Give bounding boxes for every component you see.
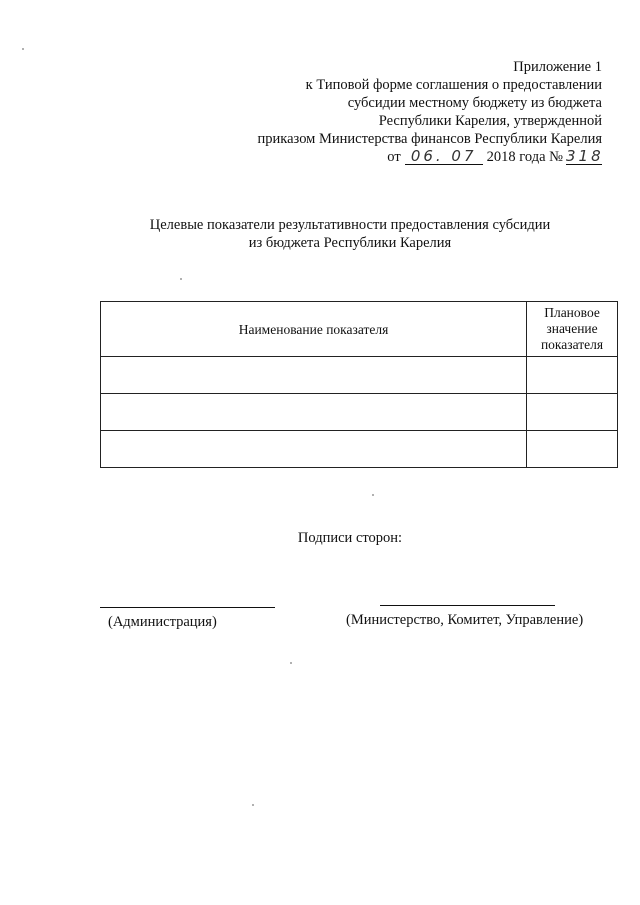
appendix-line: приказом Министерства финансов Республики Карелия — [257, 131, 602, 147]
table-cell — [527, 357, 618, 394]
appendix-line: к Типовой форме соглашения о предоставлении — [305, 77, 602, 93]
table-cell — [527, 431, 618, 468]
date-prefix: от — [387, 149, 401, 165]
appendix-header — [182, 58, 602, 166]
signature-line-left — [100, 607, 275, 608]
table-cell — [527, 394, 618, 431]
scan-speck — [252, 804, 254, 806]
indicators-table — [100, 301, 618, 468]
appendix-line: Республики Карелия, утвержденной — [378, 113, 602, 129]
scan-speck — [290, 662, 292, 664]
scan-speck — [372, 494, 374, 496]
header-indicator-name: Наименование показателя — [101, 302, 527, 357]
signature-label-left: (Администрация) — [108, 614, 217, 630]
table-row — [101, 357, 618, 394]
document-title — [0, 216, 640, 252]
appendix-line: субсидии местному бюджету из бюджета — [347, 95, 602, 111]
table-header-row — [101, 302, 618, 357]
header-line: Плановое — [544, 305, 600, 320]
year-text: 2018 года № — [486, 149, 563, 165]
appendix-line: Приложение 1 — [513, 59, 602, 75]
table-cell — [101, 431, 527, 468]
order-date-handwritten: 06. 07 — [405, 148, 483, 165]
scan-speck — [22, 48, 24, 50]
title-line: из бюджета Республики Карелия — [248, 235, 452, 251]
signature-line-right — [380, 605, 555, 606]
signature-label-right: (Министерство, Комитет, Управление) — [346, 612, 584, 628]
table-cell — [101, 394, 527, 431]
table-row — [101, 394, 618, 431]
table-cell — [101, 357, 527, 394]
title-line: Целевые показатели результативности предоставления субсидии — [149, 217, 551, 233]
header-planned-value — [527, 302, 618, 357]
signatures-title: Подписи сторон: — [297, 530, 403, 546]
header-line: показателя — [540, 337, 604, 352]
order-date-line — [182, 148, 602, 166]
order-number-handwritten: 318 — [566, 147, 604, 165]
table-row — [101, 431, 618, 468]
header-line: значение — [546, 321, 598, 336]
scan-speck — [180, 278, 182, 280]
